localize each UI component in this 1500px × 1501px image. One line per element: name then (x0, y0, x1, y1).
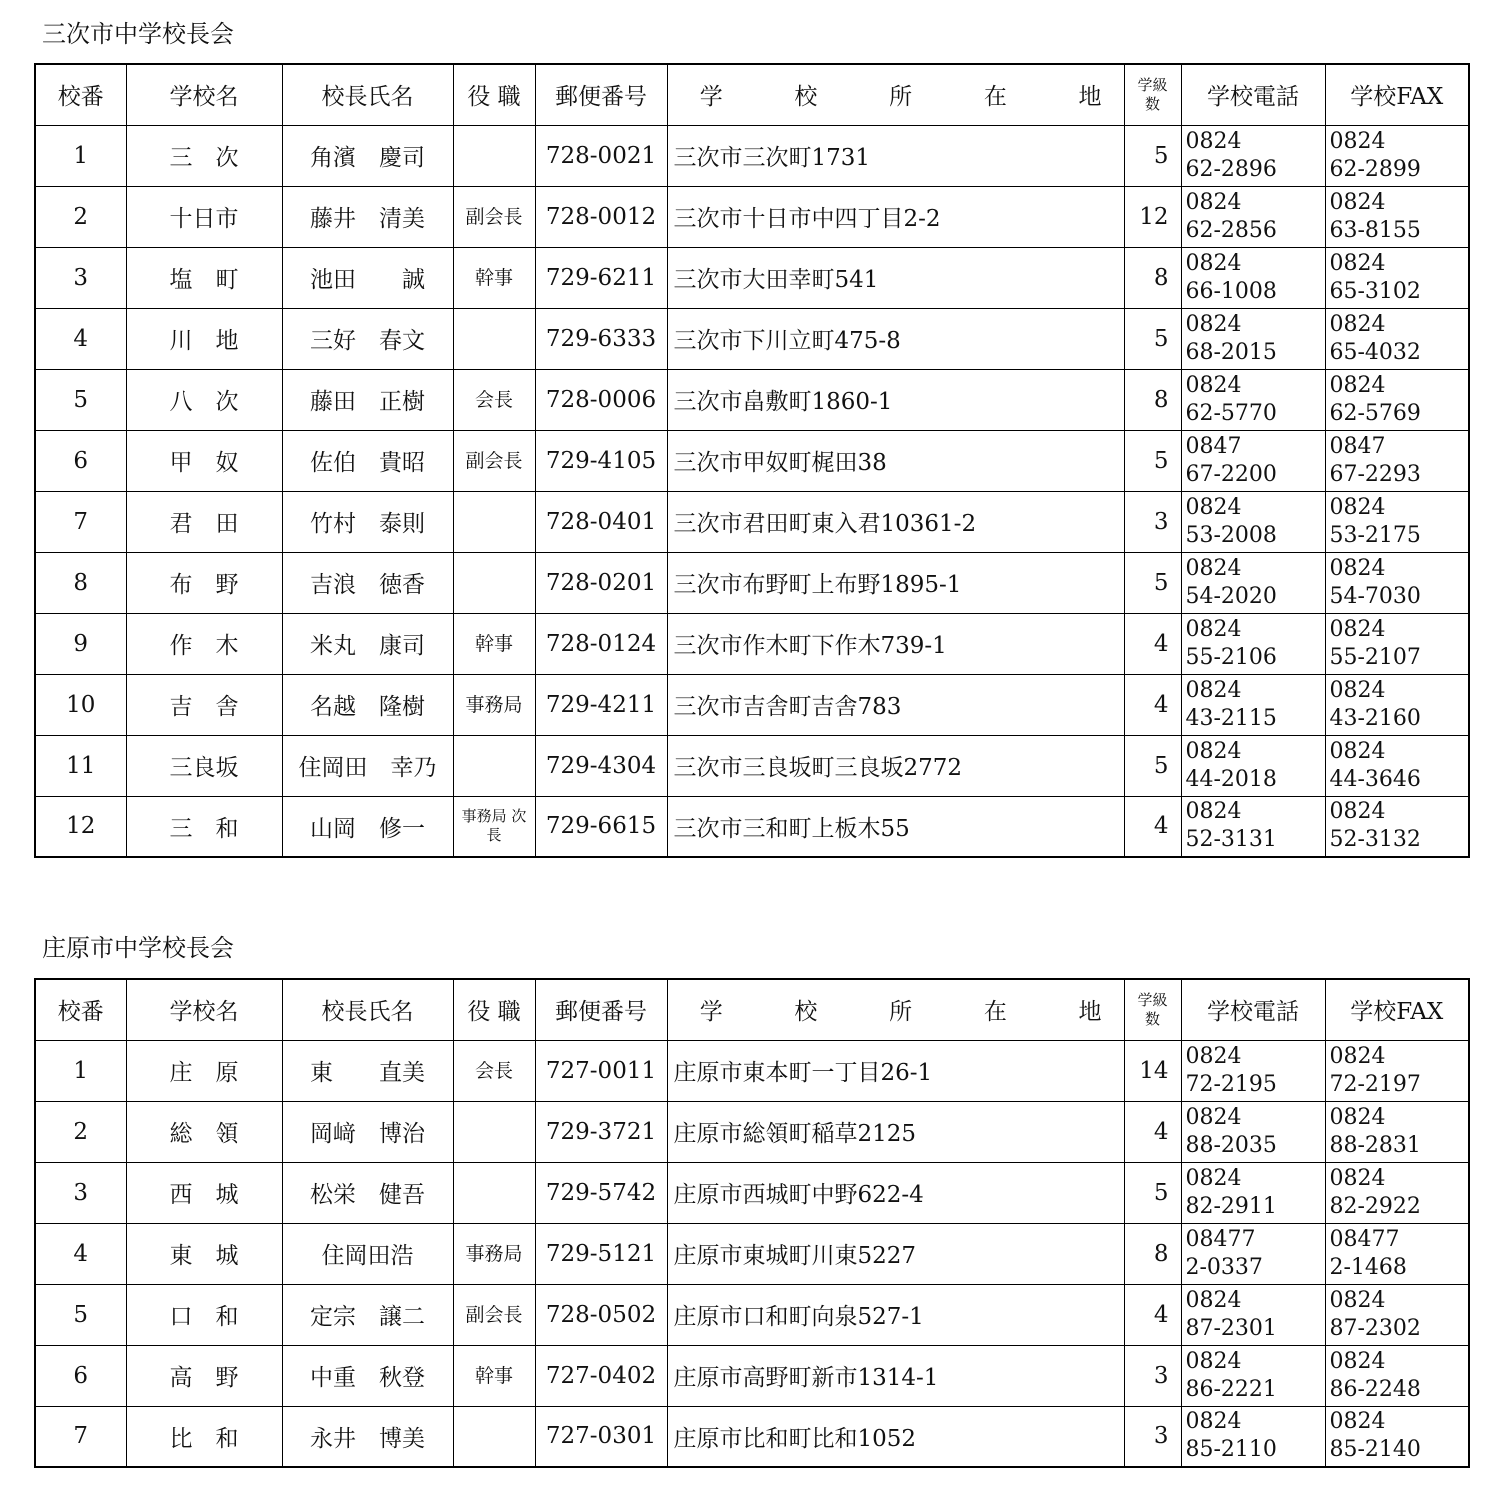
cell-no: 7 (35, 491, 126, 552)
cell-no: 11 (35, 735, 126, 796)
cell-classes: 3 (1124, 491, 1181, 552)
cell-no: 4 (35, 1223, 126, 1284)
cell-classes: 4 (1124, 1101, 1181, 1162)
cell-postal: 728-0012 (535, 186, 667, 247)
cell-principal: 藤田 正樹 (282, 369, 453, 430)
cell-postal: 727-0402 (535, 1345, 667, 1406)
table-row (35, 1162, 1469, 1223)
cell-classes: 4 (1124, 613, 1181, 674)
phone-area-code: 0824 (1185, 372, 1242, 398)
cell-principal: 米丸 康司 (282, 613, 453, 674)
cell-fax (1325, 1406, 1469, 1467)
cell-no: 2 (35, 1101, 126, 1162)
fax-area-code: 0824 (1329, 1287, 1386, 1313)
section-title-miyoshi: 三次市中学校長会 (42, 20, 234, 48)
cell-school: 塩 町 (126, 247, 282, 308)
cell-no: 3 (35, 1162, 126, 1223)
cell-principal: 住岡田浩 (282, 1223, 453, 1284)
cell-phone (1181, 430, 1325, 491)
cell-postal: 727-0011 (535, 1040, 667, 1101)
cell-fax (1325, 1284, 1469, 1345)
table-row (35, 796, 1469, 857)
fax-number: 65-3102 (1329, 278, 1421, 304)
phone-number: 52-3131 (1185, 827, 1277, 853)
cell-postal: 729-4105 (535, 430, 667, 491)
fax-area-code: 0824 (1329, 372, 1386, 398)
cell-fax (1325, 613, 1469, 674)
cell-classes: 5 (1124, 125, 1181, 186)
cell-no: 9 (35, 613, 126, 674)
cell-classes: 5 (1124, 430, 1181, 491)
cell-classes: 3 (1124, 1345, 1181, 1406)
fax-number: 62-5769 (1329, 400, 1421, 426)
cell-principal: 定宗 譲二 (282, 1284, 453, 1345)
cell-school: 甲 奴 (126, 430, 282, 491)
header-fax: 学校FAX (1325, 64, 1469, 125)
cell-no: 7 (35, 1406, 126, 1467)
cell-role (453, 552, 535, 613)
cell-fax (1325, 735, 1469, 796)
cell-address: 庄原市総領町稲草2125 (667, 1101, 1124, 1162)
fax-number: 88-2831 (1329, 1132, 1421, 1158)
table-row (35, 552, 1469, 613)
fax-number: 87-2302 (1329, 1315, 1421, 1341)
cell-fax (1325, 1040, 1469, 1101)
fax-number: 86-2248 (1329, 1376, 1421, 1402)
cell-role: 副会長 (453, 186, 535, 247)
cell-phone (1181, 1101, 1325, 1162)
fax-number: 65-4032 (1329, 339, 1421, 365)
phone-number: 53-2008 (1185, 522, 1277, 548)
fax-area-code: 08477 (1329, 1226, 1400, 1252)
fax-area-code: 0824 (1329, 311, 1386, 337)
fax-area-code: 0824 (1329, 677, 1386, 703)
cell-no: 6 (35, 430, 126, 491)
header-fax: 学校FAX (1325, 979, 1469, 1040)
cell-fax (1325, 308, 1469, 369)
phone-area-code: 0824 (1185, 1348, 1242, 1374)
fax-area-code: 0824 (1329, 555, 1386, 581)
cell-school: 吉 舎 (126, 674, 282, 735)
header-classes: 学級 数 (1124, 979, 1181, 1040)
cell-no: 6 (35, 1345, 126, 1406)
phone-number: 62-2856 (1185, 217, 1277, 243)
cell-no: 5 (35, 1284, 126, 1345)
cell-address: 三次市君田町東入君10361-2 (667, 491, 1124, 552)
table-row (35, 430, 1469, 491)
cell-no: 1 (35, 1040, 126, 1101)
cell-classes: 3 (1124, 1406, 1181, 1467)
cell-principal: 佐伯 貴昭 (282, 430, 453, 491)
fax-number: 85-2140 (1329, 1437, 1421, 1463)
cell-phone (1181, 552, 1325, 613)
cell-phone (1181, 1406, 1325, 1467)
phone-number: 85-2110 (1185, 1437, 1277, 1463)
cell-address: 庄原市高野町新市1314-1 (667, 1345, 1124, 1406)
cell-phone (1181, 1345, 1325, 1406)
cell-address: 三次市三次町1731 (667, 125, 1124, 186)
table-row (35, 613, 1469, 674)
fax-area-code: 0824 (1329, 1409, 1386, 1435)
cell-address: 三次市三良坂町三良坂2772 (667, 735, 1124, 796)
phone-number: 55-2106 (1185, 644, 1277, 670)
fax-area-code: 0824 (1329, 616, 1386, 642)
cell-school: 作 木 (126, 613, 282, 674)
table-row (35, 369, 1469, 430)
phone-number: 43-2115 (1185, 705, 1277, 731)
cell-no: 2 (35, 186, 126, 247)
cell-school: 総 領 (126, 1101, 282, 1162)
cell-phone (1181, 369, 1325, 430)
cell-classes: 8 (1124, 369, 1181, 430)
phone-number: 2-0337 (1185, 1254, 1263, 1280)
header-address: 学 校 所 在 地 (667, 64, 1124, 125)
cell-postal: 729-6333 (535, 308, 667, 369)
cell-school: 十日市 (126, 186, 282, 247)
phone-number: 86-2221 (1185, 1376, 1277, 1402)
phone-area-code: 0824 (1185, 616, 1242, 642)
table-row (35, 674, 1469, 735)
phone-number: 87-2301 (1185, 1315, 1277, 1341)
cell-role (453, 308, 535, 369)
cell-fax (1325, 1223, 1469, 1284)
cell-classes: 5 (1124, 308, 1181, 369)
table-row (35, 1406, 1469, 1467)
cell-principal: 名越 隆樹 (282, 674, 453, 735)
phone-area-code: 0824 (1185, 494, 1242, 520)
phone-area-code: 0824 (1185, 1287, 1242, 1313)
cell-role: 副会長 (453, 1284, 535, 1345)
cell-fax (1325, 1162, 1469, 1223)
header-postal: 郵便番号 (535, 979, 667, 1040)
fax-number: 43-2160 (1329, 705, 1421, 731)
cell-school: 東 城 (126, 1223, 282, 1284)
header-postal: 郵便番号 (535, 64, 667, 125)
cell-classes: 4 (1124, 674, 1181, 735)
cell-address: 三次市大田幸町541 (667, 247, 1124, 308)
cell-classes: 5 (1124, 1162, 1181, 1223)
phone-number: 68-2015 (1185, 339, 1277, 365)
cell-phone (1181, 186, 1325, 247)
header-school: 学校名 (126, 64, 282, 125)
cell-no: 12 (35, 796, 126, 857)
phone-area-code: 0824 (1185, 128, 1242, 154)
cell-role: 副会長 (453, 430, 535, 491)
fax-area-code: 0847 (1329, 433, 1386, 459)
cell-school: 西 城 (126, 1162, 282, 1223)
table-row (35, 1223, 1469, 1284)
cell-fax (1325, 369, 1469, 430)
cell-phone (1181, 1284, 1325, 1345)
cell-no: 4 (35, 308, 126, 369)
phone-area-code: 0824 (1185, 189, 1242, 215)
cell-fax (1325, 491, 1469, 552)
table-row (35, 308, 1469, 369)
cell-principal: 角濱 慶司 (282, 125, 453, 186)
cell-postal: 727-0301 (535, 1406, 667, 1467)
cell-principal: 竹村 泰則 (282, 491, 453, 552)
cell-no: 1 (35, 125, 126, 186)
cell-principal: 山岡 修一 (282, 796, 453, 857)
table-row (35, 491, 1469, 552)
phone-number: 54-2020 (1185, 583, 1277, 609)
cell-address: 三次市甲奴町梶田38 (667, 430, 1124, 491)
cell-classes: 4 (1124, 1284, 1181, 1345)
cell-principal: 永井 博美 (282, 1406, 453, 1467)
cell-fax (1325, 552, 1469, 613)
cell-phone (1181, 308, 1325, 369)
phone-area-code: 0847 (1185, 433, 1242, 459)
cell-role (453, 1101, 535, 1162)
cell-fax (1325, 125, 1469, 186)
cell-postal: 729-6211 (535, 247, 667, 308)
cell-phone (1181, 796, 1325, 857)
phone-number: 82-2911 (1185, 1193, 1277, 1219)
cell-address: 庄原市東本町一丁目26-1 (667, 1040, 1124, 1101)
cell-phone (1181, 125, 1325, 186)
fax-number: 55-2107 (1329, 644, 1421, 670)
phone-area-code: 0824 (1185, 311, 1242, 337)
phone-area-code: 0824 (1185, 1104, 1242, 1130)
cell-role: 事務局 次 長 (453, 796, 535, 857)
cell-classes: 8 (1124, 247, 1181, 308)
cell-no: 8 (35, 552, 126, 613)
cell-phone (1181, 247, 1325, 308)
cell-classes: 5 (1124, 735, 1181, 796)
cell-role (453, 125, 535, 186)
fax-number: 52-3132 (1329, 827, 1421, 853)
cell-role: 事務局 (453, 1223, 535, 1284)
table-row (35, 1101, 1469, 1162)
cell-phone (1181, 674, 1325, 735)
miyoshi-principal-table (34, 63, 1470, 858)
cell-fax (1325, 1101, 1469, 1162)
cell-postal: 728-0502 (535, 1284, 667, 1345)
cell-school: 三 次 (126, 125, 282, 186)
cell-postal: 729-6615 (535, 796, 667, 857)
cell-school: 八 次 (126, 369, 282, 430)
cell-school: 三良坂 (126, 735, 282, 796)
cell-postal: 728-0124 (535, 613, 667, 674)
cell-fax (1325, 674, 1469, 735)
cell-postal: 729-3721 (535, 1101, 667, 1162)
cell-principal: 藤井 清美 (282, 186, 453, 247)
cell-postal: 729-4304 (535, 735, 667, 796)
table-row (35, 1284, 1469, 1345)
cell-role (453, 735, 535, 796)
shobara-principal-table (34, 978, 1470, 1468)
cell-classes: 12 (1124, 186, 1181, 247)
fax-number: 2-1468 (1329, 1254, 1407, 1280)
fax-area-code: 0824 (1329, 1165, 1386, 1191)
phone-area-code: 0824 (1185, 1409, 1242, 1435)
cell-school: 川 地 (126, 308, 282, 369)
header-school: 学校名 (126, 979, 282, 1040)
cell-classes: 14 (1124, 1040, 1181, 1101)
cell-no: 10 (35, 674, 126, 735)
phone-area-code: 0824 (1185, 1043, 1242, 1069)
cell-address: 三次市畠敷町1860-1 (667, 369, 1124, 430)
phone-number: 44-2018 (1185, 766, 1277, 792)
cell-phone (1181, 491, 1325, 552)
phone-number: 62-2896 (1185, 156, 1277, 182)
fax-area-code: 0824 (1329, 250, 1386, 276)
table-header-row (35, 64, 1469, 125)
cell-address: 三次市吉舎町吉舎783 (667, 674, 1124, 735)
header-no: 校番 (35, 979, 126, 1040)
cell-postal: 728-0006 (535, 369, 667, 430)
header-role: 役 職 (453, 64, 535, 125)
cell-principal: 松栄 健吾 (282, 1162, 453, 1223)
cell-classes: 5 (1124, 552, 1181, 613)
cell-address: 三次市十日市中四丁目2-2 (667, 186, 1124, 247)
fax-number: 72-2197 (1329, 1071, 1421, 1097)
cell-no: 5 (35, 369, 126, 430)
fax-area-code: 0824 (1329, 494, 1386, 520)
fax-area-code: 0824 (1329, 189, 1386, 215)
cell-postal: 728-0021 (535, 125, 667, 186)
cell-address: 庄原市比和町比和1052 (667, 1406, 1124, 1467)
phone-area-code: 0824 (1185, 738, 1242, 764)
cell-school: 口 和 (126, 1284, 282, 1345)
cell-address: 庄原市口和町向泉527-1 (667, 1284, 1124, 1345)
fax-number: 44-3646 (1329, 766, 1421, 792)
phone-number: 88-2035 (1185, 1132, 1277, 1158)
header-principal: 校長氏名 (282, 979, 453, 1040)
phone-area-code: 0824 (1185, 677, 1242, 703)
cell-postal: 729-5121 (535, 1223, 667, 1284)
fax-number: 54-7030 (1329, 583, 1421, 609)
cell-postal: 728-0401 (535, 491, 667, 552)
phone-area-code: 0824 (1185, 1165, 1242, 1191)
cell-phone (1181, 1162, 1325, 1223)
cell-school: 庄 原 (126, 1040, 282, 1101)
cell-role: 事務局 (453, 674, 535, 735)
table-row (35, 125, 1469, 186)
cell-school: 高 野 (126, 1345, 282, 1406)
cell-address: 庄原市西城町中野622-4 (667, 1162, 1124, 1223)
header-classes: 学級 数 (1124, 64, 1181, 125)
cell-role (453, 1406, 535, 1467)
table-row (35, 1345, 1469, 1406)
cell-role: 会長 (453, 1040, 535, 1101)
cell-fax (1325, 186, 1469, 247)
cell-principal: 中重 秋登 (282, 1345, 453, 1406)
section-title-shobara: 庄原市中学校長会 (42, 934, 234, 962)
cell-principal: 池田 誠 (282, 247, 453, 308)
phone-number: 66-1008 (1185, 278, 1277, 304)
cell-postal: 728-0201 (535, 552, 667, 613)
cell-classes: 4 (1124, 796, 1181, 857)
table-header-row (35, 979, 1469, 1040)
cell-principal: 岡﨑 博治 (282, 1101, 453, 1162)
fax-area-code: 0824 (1329, 799, 1386, 825)
cell-phone (1181, 735, 1325, 796)
fax-area-code: 0824 (1329, 738, 1386, 764)
fax-area-code: 0824 (1329, 1348, 1386, 1374)
header-no: 校番 (35, 64, 126, 125)
cell-school: 布 野 (126, 552, 282, 613)
cell-address: 三次市三和町上板木55 (667, 796, 1124, 857)
cell-phone (1181, 1040, 1325, 1101)
fax-number: 53-2175 (1329, 522, 1421, 548)
phone-area-code: 0824 (1185, 555, 1242, 581)
cell-principal: 三好 春文 (282, 308, 453, 369)
phone-area-code: 08477 (1185, 1226, 1256, 1252)
table-row (35, 1040, 1469, 1101)
phone-number: 62-5770 (1185, 400, 1277, 426)
cell-principal: 住岡田 幸乃 (282, 735, 453, 796)
cell-address: 三次市布野町上布野1895-1 (667, 552, 1124, 613)
phone-number: 67-2200 (1185, 461, 1277, 487)
fax-area-code: 0824 (1329, 1104, 1386, 1130)
header-principal: 校長氏名 (282, 64, 453, 125)
cell-no: 3 (35, 247, 126, 308)
cell-school: 君 田 (126, 491, 282, 552)
cell-principal: 吉浪 徳香 (282, 552, 453, 613)
fax-number: 82-2922 (1329, 1193, 1421, 1219)
table-row (35, 186, 1469, 247)
fax-number: 62-2899 (1329, 156, 1421, 182)
cell-address: 三次市作木町下作木739-1 (667, 613, 1124, 674)
header-role: 役 職 (453, 979, 535, 1040)
cell-postal: 729-4211 (535, 674, 667, 735)
cell-role: 幹事 (453, 613, 535, 674)
cell-fax (1325, 430, 1469, 491)
header-address: 学 校 所 在 地 (667, 979, 1124, 1040)
cell-address: 三次市下川立町475-8 (667, 308, 1124, 369)
cell-principal: 東 直美 (282, 1040, 453, 1101)
phone-area-code: 0824 (1185, 250, 1242, 276)
table-row (35, 247, 1469, 308)
cell-fax (1325, 796, 1469, 857)
table-row (35, 735, 1469, 796)
fax-number: 67-2293 (1329, 461, 1421, 487)
phone-number: 72-2195 (1185, 1071, 1277, 1097)
cell-phone (1181, 613, 1325, 674)
fax-area-code: 0824 (1329, 128, 1386, 154)
cell-school: 比 和 (126, 1406, 282, 1467)
cell-role: 会長 (453, 369, 535, 430)
cell-role: 幹事 (453, 1345, 535, 1406)
cell-fax (1325, 1345, 1469, 1406)
cell-role: 幹事 (453, 247, 535, 308)
cell-fax (1325, 247, 1469, 308)
cell-postal: 729-5742 (535, 1162, 667, 1223)
cell-school: 三 和 (126, 796, 282, 857)
cell-role (453, 491, 535, 552)
cell-role (453, 1162, 535, 1223)
fax-area-code: 0824 (1329, 1043, 1386, 1069)
header-phone: 学校電話 (1181, 64, 1325, 125)
cell-phone (1181, 1223, 1325, 1284)
fax-number: 63-8155 (1329, 217, 1421, 243)
cell-address: 庄原市東城町川東5227 (667, 1223, 1124, 1284)
phone-area-code: 0824 (1185, 799, 1242, 825)
header-phone: 学校電話 (1181, 979, 1325, 1040)
cell-classes: 8 (1124, 1223, 1181, 1284)
